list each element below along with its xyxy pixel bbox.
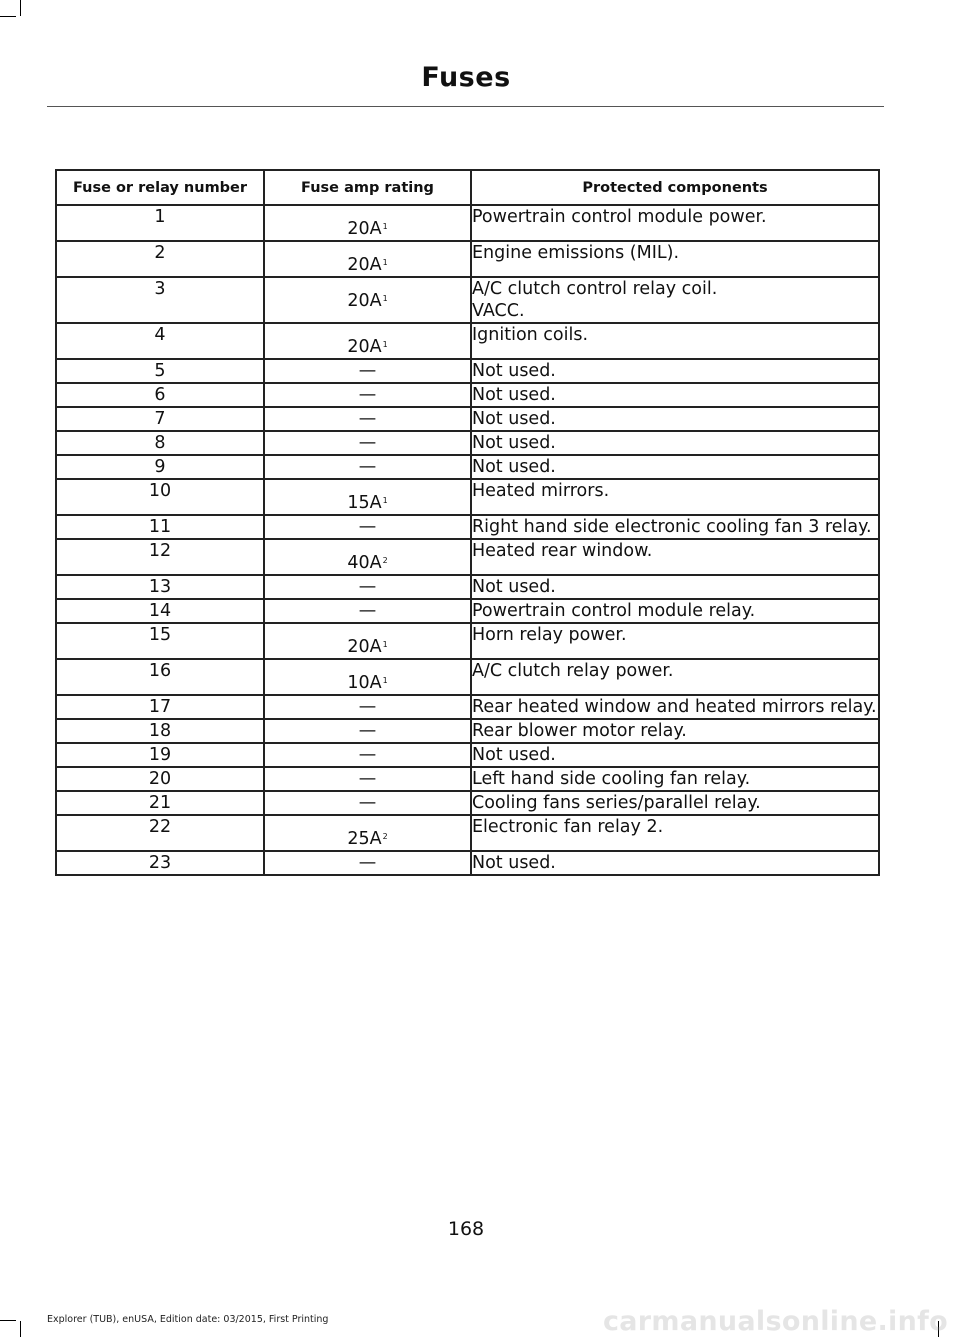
protected-components-cell xyxy=(471,431,879,455)
table-row xyxy=(56,695,879,719)
component-text: A/C clutch control relay coil. xyxy=(472,279,718,299)
amp-rating-cell xyxy=(264,515,471,539)
fuse-number-cell: 2 xyxy=(56,241,264,277)
amp-rating-cell xyxy=(264,383,471,407)
fuse-table xyxy=(55,169,880,876)
table-row xyxy=(56,791,879,815)
protected-components-cell xyxy=(471,407,879,431)
amp-rating-value: — xyxy=(358,793,377,813)
protected-components-cell xyxy=(471,659,879,695)
component-text: Heated rear window. xyxy=(472,541,653,561)
component-text: A/C clutch relay power. xyxy=(472,661,674,681)
amp-rating-value: 10A xyxy=(347,673,382,693)
amp-rating-cell xyxy=(264,205,471,241)
fuse-number-cell: 19 xyxy=(56,743,264,767)
table-row xyxy=(56,719,879,743)
crop-mark xyxy=(20,0,21,16)
component-text: Not used. xyxy=(472,745,556,765)
fuse-number-cell: 9 xyxy=(56,455,264,479)
table-row xyxy=(56,767,879,791)
component-text: Not used. xyxy=(472,361,556,381)
amp-rating-value: 20A xyxy=(347,255,382,275)
amp-rating-cell xyxy=(264,599,471,623)
amp-rating-cell xyxy=(264,719,471,743)
protected-components-cell xyxy=(471,515,879,539)
fuse-table-body xyxy=(56,205,879,875)
table-row xyxy=(56,599,879,623)
protected-components-cell xyxy=(471,479,879,515)
amp-rating-value: 20A xyxy=(347,637,382,657)
column-header-amp-rating: Fuse amp rating xyxy=(264,170,471,205)
footnote-marker: 1 xyxy=(382,258,388,267)
fuse-number-cell: 16 xyxy=(56,659,264,695)
amp-rating-value: — xyxy=(358,721,377,741)
footnote-marker: 1 xyxy=(382,640,388,649)
amp-rating-cell xyxy=(264,815,471,851)
amp-rating-value: — xyxy=(358,769,377,789)
component-text: Not used. xyxy=(472,385,556,405)
protected-components-cell xyxy=(471,241,879,277)
component-text: Rear heated window and heated mirrors relay. xyxy=(472,697,877,717)
amp-rating-value: — xyxy=(358,385,377,405)
protected-components-cell xyxy=(471,719,879,743)
component-text: Heated mirrors. xyxy=(472,481,610,501)
amp-rating-cell xyxy=(264,455,471,479)
footnote-marker: 1 xyxy=(382,222,388,231)
crop-mark xyxy=(20,1321,21,1337)
table-row xyxy=(56,205,879,241)
table-row xyxy=(56,623,879,659)
table-row xyxy=(56,407,879,431)
protected-components-cell xyxy=(471,815,879,851)
column-header-protected-components: Protected components xyxy=(471,170,879,205)
amp-rating-value: — xyxy=(358,409,377,429)
amp-rating-value: 20A xyxy=(347,219,382,239)
page-number: 168 xyxy=(447,1218,485,1240)
table-row xyxy=(56,359,879,383)
table-row xyxy=(56,515,879,539)
fuse-number-cell: 14 xyxy=(56,599,264,623)
amp-rating-cell xyxy=(264,623,471,659)
amp-rating-cell xyxy=(264,431,471,455)
component-text: Cooling fans series/parallel relay. xyxy=(472,793,761,813)
protected-components-cell xyxy=(471,383,879,407)
amp-rating-cell xyxy=(264,767,471,791)
component-text: Horn relay power. xyxy=(472,625,627,645)
footnote-marker: 2 xyxy=(382,556,388,565)
table-row xyxy=(56,851,879,875)
amp-rating-value: 20A xyxy=(347,337,382,357)
component-text: Right hand side electronic cooling fan 3 relay. xyxy=(472,517,872,537)
amp-rating-value: — xyxy=(358,517,377,537)
protected-components-cell xyxy=(471,623,879,659)
fuse-number-cell: 11 xyxy=(56,515,264,539)
component-text: Not used. xyxy=(472,577,556,597)
table-row xyxy=(56,479,879,515)
protected-components-cell xyxy=(471,791,879,815)
fuse-number-cell: 5 xyxy=(56,359,264,383)
amp-rating-value: — xyxy=(358,853,377,873)
table-row xyxy=(56,815,879,851)
amp-rating-cell xyxy=(264,575,471,599)
fuse-number-cell: 18 xyxy=(56,719,264,743)
amp-rating-cell xyxy=(264,539,471,575)
fuse-number-cell: 22 xyxy=(56,815,264,851)
component-text: Electronic fan relay 2. xyxy=(472,817,664,837)
table-row xyxy=(56,323,879,359)
protected-components-cell xyxy=(471,599,879,623)
amp-rating-cell xyxy=(264,241,471,277)
amp-rating-value: 15A xyxy=(347,493,382,513)
table-row xyxy=(56,431,879,455)
protected-components-cell xyxy=(471,539,879,575)
amp-rating-value: — xyxy=(358,433,377,453)
table-row xyxy=(56,455,879,479)
protected-components-cell xyxy=(471,851,879,875)
amp-rating-value: — xyxy=(358,577,377,597)
amp-rating-cell xyxy=(264,407,471,431)
amp-rating-value: 40A xyxy=(347,553,382,573)
protected-components-cell xyxy=(471,359,879,383)
component-text: Not used. xyxy=(472,433,556,453)
fuse-number-cell: 3 xyxy=(56,277,264,323)
amp-rating-cell xyxy=(264,323,471,359)
footer-edition-info: Explorer (TUB), enUSA, Edition date: 03/2015, First Printing xyxy=(47,1314,329,1325)
fuse-number-cell: 21 xyxy=(56,791,264,815)
fuse-number-cell: 23 xyxy=(56,851,264,875)
crop-mark xyxy=(0,1320,16,1321)
fuse-number-cell: 13 xyxy=(56,575,264,599)
amp-rating-value: — xyxy=(358,457,377,477)
fuse-number-cell: 17 xyxy=(56,695,264,719)
amp-rating-cell xyxy=(264,277,471,323)
protected-components-cell xyxy=(471,205,879,241)
component-text: Powertrain control module relay. xyxy=(472,601,756,621)
fuse-number-cell: 8 xyxy=(56,431,264,455)
amp-rating-value: — xyxy=(358,745,377,765)
table-row xyxy=(56,575,879,599)
component-text: Not used. xyxy=(472,409,556,429)
watermark: carmanualsonline.info xyxy=(602,1306,948,1337)
component-text: Engine emissions (MIL). xyxy=(472,243,680,263)
footnote-marker: 1 xyxy=(382,294,388,303)
fuse-number-cell: 12 xyxy=(56,539,264,575)
page-title: Fuses xyxy=(421,62,511,93)
table-row xyxy=(56,277,879,323)
component-text: Ignition coils. xyxy=(472,325,589,345)
title-divider xyxy=(47,106,884,107)
footnote-marker: 1 xyxy=(382,496,388,505)
footnote-marker: 2 xyxy=(382,832,388,841)
fuse-number-cell: 4 xyxy=(56,323,264,359)
component-text: VACC. xyxy=(472,301,525,321)
fuse-number-cell: 1 xyxy=(56,205,264,241)
amp-rating-cell xyxy=(264,851,471,875)
component-text: Left hand side cooling fan relay. xyxy=(472,769,751,789)
crop-mark xyxy=(0,16,16,17)
protected-components-cell xyxy=(471,455,879,479)
amp-rating-value: 25A xyxy=(347,829,382,849)
table-row xyxy=(56,743,879,767)
column-header-fuse-number: Fuse or relay number xyxy=(56,170,264,205)
amp-rating-value: — xyxy=(358,361,377,381)
amp-rating-cell xyxy=(264,695,471,719)
fuse-number-cell: 20 xyxy=(56,767,264,791)
protected-components-cell xyxy=(471,767,879,791)
component-text: Not used. xyxy=(472,853,556,873)
table-row xyxy=(56,659,879,695)
footnote-marker: 1 xyxy=(382,340,388,349)
amp-rating-value: — xyxy=(358,601,377,621)
table-row xyxy=(56,241,879,277)
table-row xyxy=(56,539,879,575)
amp-rating-cell xyxy=(264,743,471,767)
table-row xyxy=(56,383,879,407)
component-text: Not used. xyxy=(472,457,556,477)
amp-rating-value: 20A xyxy=(347,291,382,311)
amp-rating-value: — xyxy=(358,697,377,717)
protected-components-cell xyxy=(471,743,879,767)
component-text: Powertrain control module power. xyxy=(472,207,767,227)
protected-components-cell xyxy=(471,575,879,599)
footnote-marker: 1 xyxy=(382,676,388,685)
component-text: Rear blower motor relay. xyxy=(472,721,687,741)
table-header-row xyxy=(56,170,879,205)
amp-rating-cell xyxy=(264,359,471,383)
fuse-number-cell: 15 xyxy=(56,623,264,659)
amp-rating-cell xyxy=(264,659,471,695)
fuse-number-cell: 10 xyxy=(56,479,264,515)
protected-components-cell xyxy=(471,695,879,719)
amp-rating-cell xyxy=(264,791,471,815)
protected-components-cell xyxy=(471,323,879,359)
protected-components-cell xyxy=(471,277,879,323)
amp-rating-cell xyxy=(264,479,471,515)
fuse-number-cell: 6 xyxy=(56,383,264,407)
fuse-number-cell: 7 xyxy=(56,407,264,431)
